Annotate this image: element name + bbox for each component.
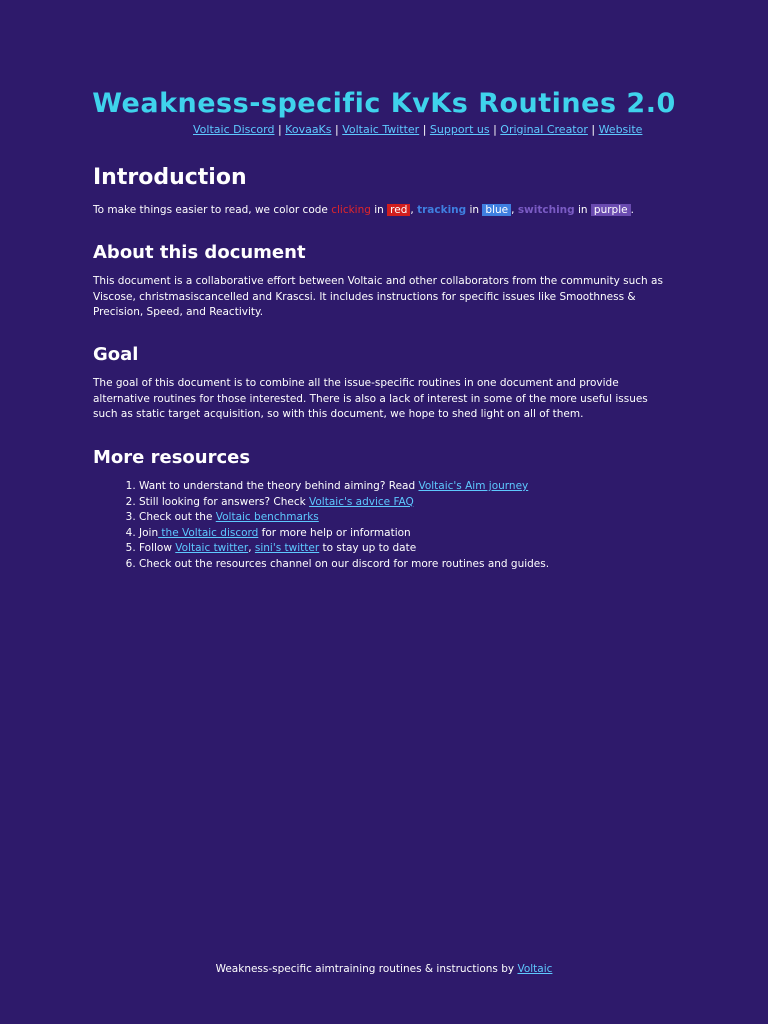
heading-goal: Goal (93, 344, 139, 365)
intro-in: in (370, 204, 388, 216)
intro-comma: , (511, 204, 518, 216)
item-text: Join (139, 526, 159, 539)
link-voltaic-discord-join[interactable]: the Voltaic discord (158, 526, 259, 539)
link-advice-faq[interactable]: Voltaic's advice FAQ (309, 495, 414, 508)
about-paragraph: This document is a collaborative effort between Voltaic and other collaborators from the community such as Viscose, christmasiscancelled and Krascsi. It includes instructions for specific issues like Smoothness & Precision, Speed, and Reactivity. (93, 275, 663, 319)
header-links (193, 123, 643, 136)
intro-comma: , (410, 204, 418, 216)
link-original-creator[interactable]: Original Creator (500, 123, 588, 136)
clicking-word: clicking (331, 204, 371, 216)
link-sini-twitter[interactable]: sini's twitter (254, 542, 320, 554)
purple-badge: purple (591, 204, 631, 216)
list-item (139, 557, 719, 573)
tracking-word: tracking (417, 204, 467, 216)
item-text: Want to understand the theory behind aiming? Read (139, 480, 419, 492)
link-aim-journey[interactable]: Voltaic's Aim journey (418, 480, 529, 492)
link-separator: | (419, 123, 430, 136)
list-item (139, 541, 719, 557)
item-text: Follow (139, 542, 176, 554)
footer-voltaic-link[interactable]: Voltaic (517, 963, 553, 975)
goal-paragraph: The goal of this document is to combine all the issue-specific routines in one document and provide alternative routines for those interested. There is also a lack of interest in some of the more useful issues such as static target acquisition, so with this document, we hope to shed light on all of them. (93, 377, 648, 421)
intro-paragraph (93, 203, 673, 219)
resources-list (93, 479, 719, 572)
item-text: Check out the (139, 511, 216, 523)
link-support-us[interactable]: Support us (429, 123, 490, 136)
heading-more-resources: More resources (93, 447, 251, 468)
link-voltaic-discord[interactable]: Voltaic Discord (193, 123, 275, 136)
link-separator: | (331, 123, 343, 136)
heading-introduction: Introduction (93, 165, 247, 190)
intro-text: To make things easier to read, we color code (93, 204, 332, 216)
link-separator: | (587, 123, 599, 136)
red-badge: red (387, 204, 410, 216)
list-item (139, 479, 719, 495)
list-item (139, 510, 719, 526)
page-footer (0, 963, 768, 975)
link-voltaic-twitter-follow[interactable]: Voltaic twitter (175, 542, 249, 554)
item-text: , (248, 542, 255, 554)
intro-in: in (574, 204, 591, 216)
link-website[interactable]: Website (598, 123, 643, 136)
item-text: Still looking for answers? Check (139, 495, 310, 508)
list-item (139, 526, 719, 542)
footer-text: Weakness-specific aimtraining routines & instructions by (215, 963, 518, 975)
link-separator: | (489, 123, 501, 136)
document-title: Weakness-specific KvKs Routines 2.0 (92, 88, 676, 119)
link-separator: | (274, 123, 286, 136)
list-item (139, 495, 719, 511)
link-benchmarks[interactable]: Voltaic benchmarks (215, 511, 319, 523)
intro-in: in (466, 204, 483, 216)
link-kovaaks[interactable]: KovaaKs (285, 123, 332, 136)
link-voltaic-twitter[interactable]: Voltaic Twitter (342, 123, 420, 136)
blue-badge: blue (482, 204, 511, 216)
switching-word: switching (517, 204, 575, 216)
item-text: to stay up to date (319, 542, 417, 554)
intro-period: . (630, 204, 634, 216)
item-text: Check out the resources channel on our discord for more routines and guides. (139, 557, 550, 570)
heading-about: About this document (93, 242, 306, 263)
item-text: for more help or information (258, 526, 411, 539)
